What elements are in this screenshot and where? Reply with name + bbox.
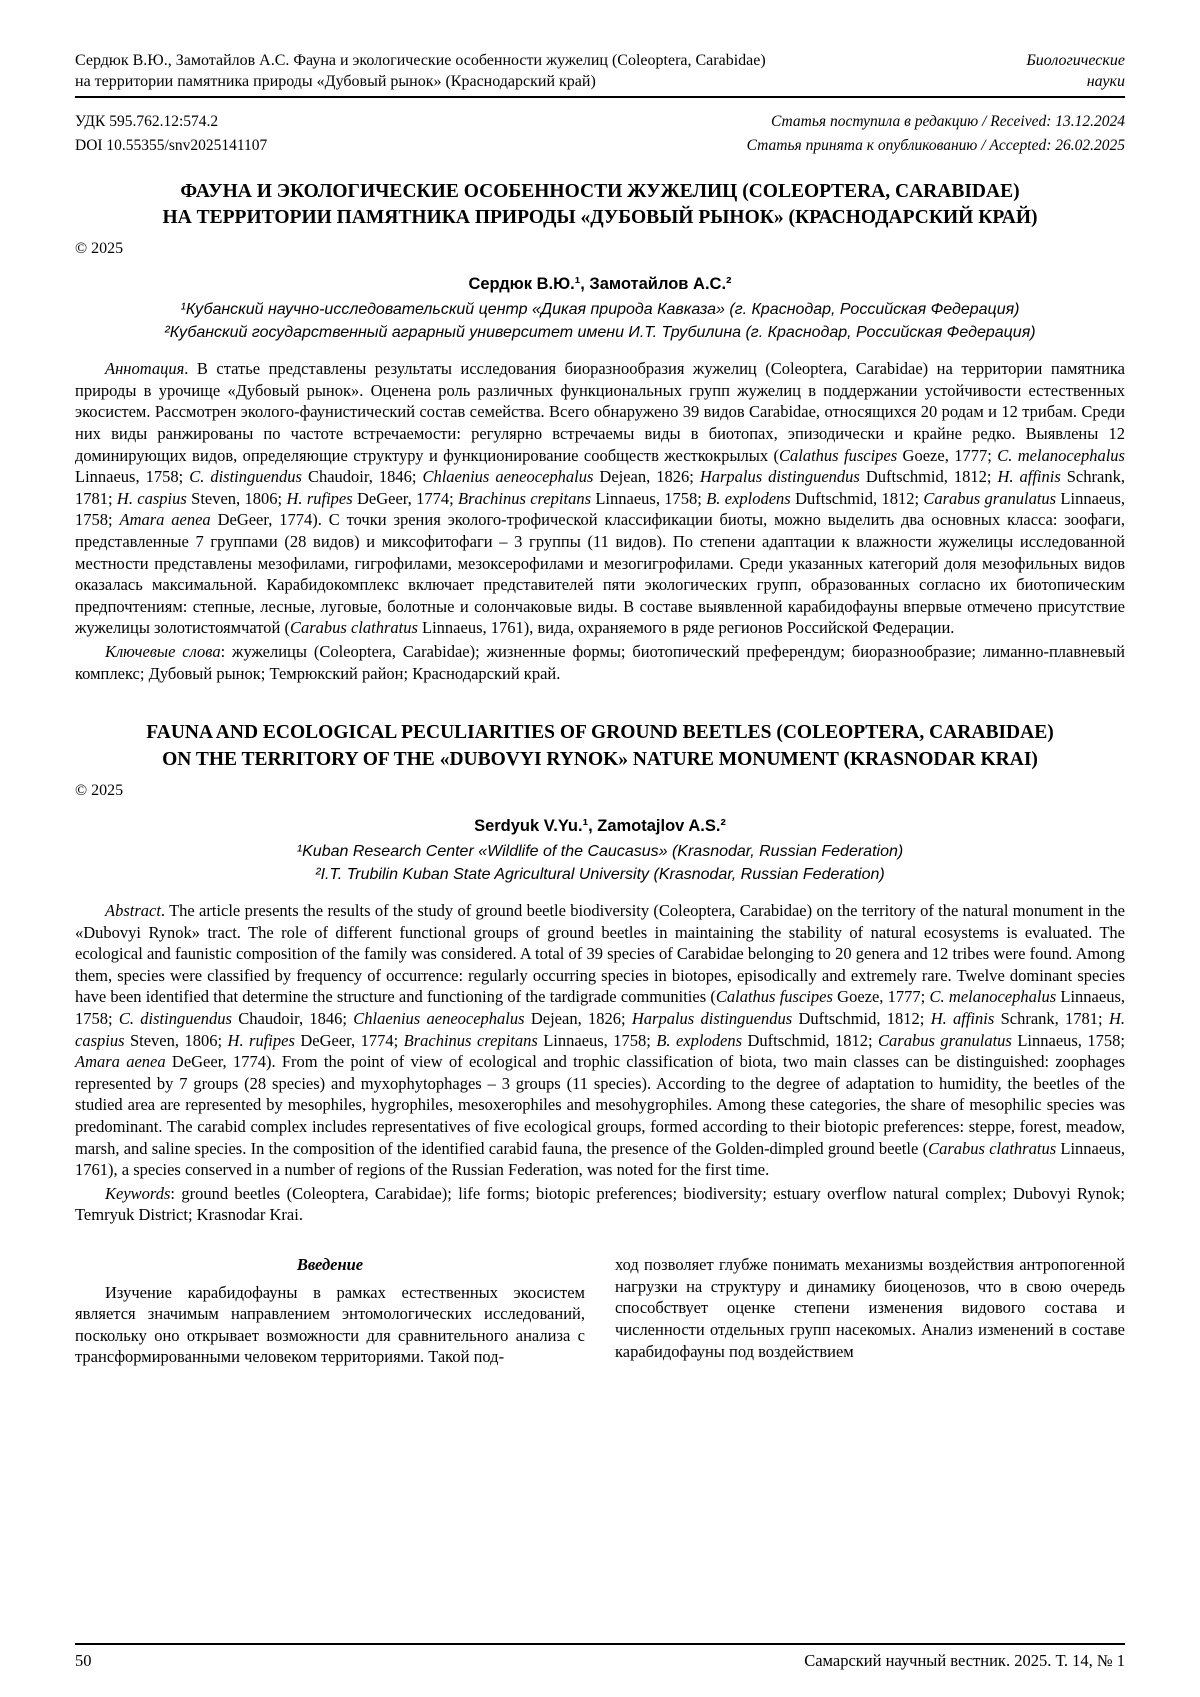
body-column-left [75,1254,585,1368]
received-date: Статья поступила в редакцию / Received: 13.12.2024 [770,113,1125,131]
udc: УДК 595.762.12:574.2 [75,113,219,131]
ru-title-line2: НА ТЕРРИТОРИИ ПАМЯТНИКА ПРИРОДЫ «ДУБОВЫЙ РЫНОК» (КРАСНОДАРСКИЙ КРАЙ) [162,206,1038,228]
ru-affiliations [75,299,1125,344]
ru-title-line1: ФАУНА И ЭКОЛОГИЧЕСКИЕ ОСОБЕННОСТИ ЖУЖЕЛИЦ (COLEOPTERA, CARABIDAE) [180,180,1020,202]
en-title-line1: FAUNA AND ECOLOGICAL PECULIARITIES OF GROUND BEETLES (COLEOPTERA, CARABIDAE) [146,722,1054,744]
ru-abstract: Аннотация. В статье представлены результаты исследования биоразнообразия жужелиц (Coleoptera, Carabidae) на территории памятника природы в урочище «Дубовый рынок». Оценена роль различных функциональных групп жужелиц в поддержании устойчивости естественных экосистем. Рассмотрен эколого-фаунистический состав семейства. Всего обнаружено 39 видов Carabidae, относящихся 20 родам и 12 трибам. Среди них виды ранжированы по частоте встречаемости: регулярно встречаемы виды в биотопах, эпизодически и крайне редко. Выявлены 12 доминирующих видов, определяющие структуру и функционирование сообществ жесткокрылых (Calathus fuscipes Goeze, 1777; C. melanocephalus Linnaeus, 1758; C. distinguendus Chaudoir, 1846; Chlaenius aeneocephalus Dejean, 1826; Harpalus distinguendus Duftschmid, 1812; H. affinis Schrank, 1781; H. caspius Steven, 1806; H. rufipes DeGeer, 1774; Brachinus crepitans Linnaeus, 1758; B. explodens Duftschmid, 1812; Carabus granulatus Linnaeus, 1758; Amara aenea DeGeer, 1774). С точки зрения эколого-трофической классификации биоты, можно выделить два основных класса: зоофаги, представленные 7 группами (28 видов) и миксофитофаги – 3 группы (11 видов). По степени адаптации к влажности жужелицы исследованной местности представлены мезофилами, гигрофилами, мезоксерофилами и мезогигрофилами. Среди указанных категорий доля мезофильных видов оказалась максимальной. Карабидокомплекс включает представителей пяти экологических групп, образованных согласно их биотопическим предпочтениям: степные, лесные, луговые, болотные и солончаковые виды. В составе выявленной карабидофауны впервые отмечено присутствие жужелицы золотистоямчатой (Carabus clathratus Linnaeus, 1761), вида, охраняемого в ряде регионов Российской Федерации. [75,359,1126,638]
meta-row-udc [75,112,1125,132]
ru-article-title [75,179,1125,232]
running-head-right-line1: Биологические [1026,52,1125,69]
accepted-date: Статья принята к опубликованию / Accepted: 26.02.2025 [746,137,1125,155]
intro-paragraph-left: Изучение карабидофауны в рамках естественных экосистем является значимым направлением энтомологических исследований, поскольку оно открывает возможности для сравнительного анализа с трансформированными человеком территориями. Такой под- [75,1282,585,1367]
ru-authors: Сердюк В.Ю.¹, Замотайлов А.С.² [468,274,732,293]
journal-citation: Самарский научный вестник. 2025. Т. 14, № 1 [804,1650,1125,1670]
en-title-line2: ON THE TERRITORY OF THE «DUBOVYI RYNOK» NATURE MONUMENT (KRASNODAR KRAI) [162,748,1038,770]
ru-copyright: © 2025 [75,240,124,258]
meta-row-doi [75,136,1125,156]
en-authors: Serdyuk V.Yu.¹, Zamotajlov A.S.² [474,816,726,835]
running-head-right-line2: науки [1086,73,1125,91]
running-head-right [1026,50,1125,92]
en-abstract: Abstract. The article presents the results of the study of ground beetle biodiversity (Coleoptera, Carabidae) on the territory of the natural monument in the «Dubovyi Rynok» tract. The role of different functional groups of ground beetles in maintaining the stability of natural ecosystems is evaluated. The ecological and faunistic composition of the family was considered. A total of 39 species of Carabidae belonging to 20 genera and 12 tribes were found. Among them, species were classified by frequency of occurrence: regularly occurring species in biotopes, episodically and extremely rare. Twelve dominant species have been identified that determine the structure and functioning of the tardigrade communities (Calathus fuscipes Goeze, 1777; C. melanocephalus Linnaeus, 1758; C. distinguendus Chaudoir, 1846; Chlaenius aeneocephalus Dejean, 1826; Harpalus distinguendus Duftschmid, 1812; H. affinis Schrank, 1781; H. caspius Steven, 1806; H. rufipes DeGeer, 1774; Brachinus crepitans Linnaeus, 1758; B. explodens Duftschmid, 1812; Carabus granulatus Linnaeus, 1758; Amara aenea DeGeer, 1774). From the point of view of ecological and trophic classification of biota, two main classes can be distinguished: zoophages represented by 7 groups (28 species) and myxophytophages – 3 groups (11 species). According to the degree of adaptation to humidity, the beetles of the studied area are represented by mesophiles, hygrophiles, mesoxerophiles and mesohygrophiles. Among these categories, the share of mesophilic species was predominant. The carabid complex includes representatives of five ecological groups, formed according to their biotopic preferences: steppe, forest, meadow, marsh, and saline species. In the composition of the identified carabid fauna, the presence of the Golden-dimpled ground beetle (Carabus clathratus Linnaeus, 1761), a species conserved in a number of regions of the Russian Federation, was noted for the first time. [75,900,1126,1180]
ru-affiliation-2: ²Кубанский государственный аграрный университет имени И.Т. Трубилина (г. Краснодар, Российская Федерация) [164,323,1036,341]
intro-paragraph-right: ход позволяет глубже понимать механизмы воздействия антропогенной нагрузки на структуру и динамику биоценозов, что в свою очередь способствует оценке степени изменения видового состава и численности отдельных групп насекомых. Анализ изменений в составе карабидофауны под воздействием [615,1255,1125,1361]
running-head-left-line2: на территории памятника природы «Дубовый рынок» (Краснодарский край) [75,73,596,91]
en-keywords: Keywords: ground beetles (Coleoptera, Carabidae); life forms; biotopic preferences; biodiversity; estuary overflow natural complex; Dubovyi Rynok; Temryuk District; Krasnodar Krai. [75,1183,1125,1225]
en-copyright: © 2025 [75,781,124,799]
page-footer [75,1643,1125,1671]
header-rule [75,96,1125,98]
en-affiliation-2: ²I.T. Trubilin Kuban State Agricultural University (Krasnodar, Russian Federation) [315,865,885,883]
running-head-left-line1: Сердюк В.Ю., Замотайлов А.С. Фауна и экологические особенности жужелиц (Coleoptera, Carabidae) [75,52,766,69]
running-head-left [75,50,766,92]
en-affiliation-1: ¹Kuban Research Center «Wildlife of the Caucasus» (Krasnodar, Russian Federation) [296,843,904,861]
en-article-title [75,720,1125,773]
running-head [75,50,1125,92]
ru-affiliation-1: ¹Кубанский научно-исследовательский центр «Дикая природа Кавказа» (г. Краснодар, Российская Федерация) [180,301,1020,319]
body-columns [75,1254,1125,1368]
page-number: 50 [75,1650,92,1670]
doi: DOI 10.55355/snv2025141107 [75,137,268,155]
body-column-right [615,1254,1125,1368]
ru-keywords: Ключевые слова: жужелицы (Coleoptera, Carabidae); жизненные формы; биотопический преферендум; биоразнообразие; лиманно-плавневый комплекс; Дубовый рынок; Темрюкский район; Краснодарский край. [75,642,1125,683]
intro-heading: Введение [296,1255,364,1275]
footer-rule [75,1643,1125,1645]
en-affiliations [75,841,1125,886]
